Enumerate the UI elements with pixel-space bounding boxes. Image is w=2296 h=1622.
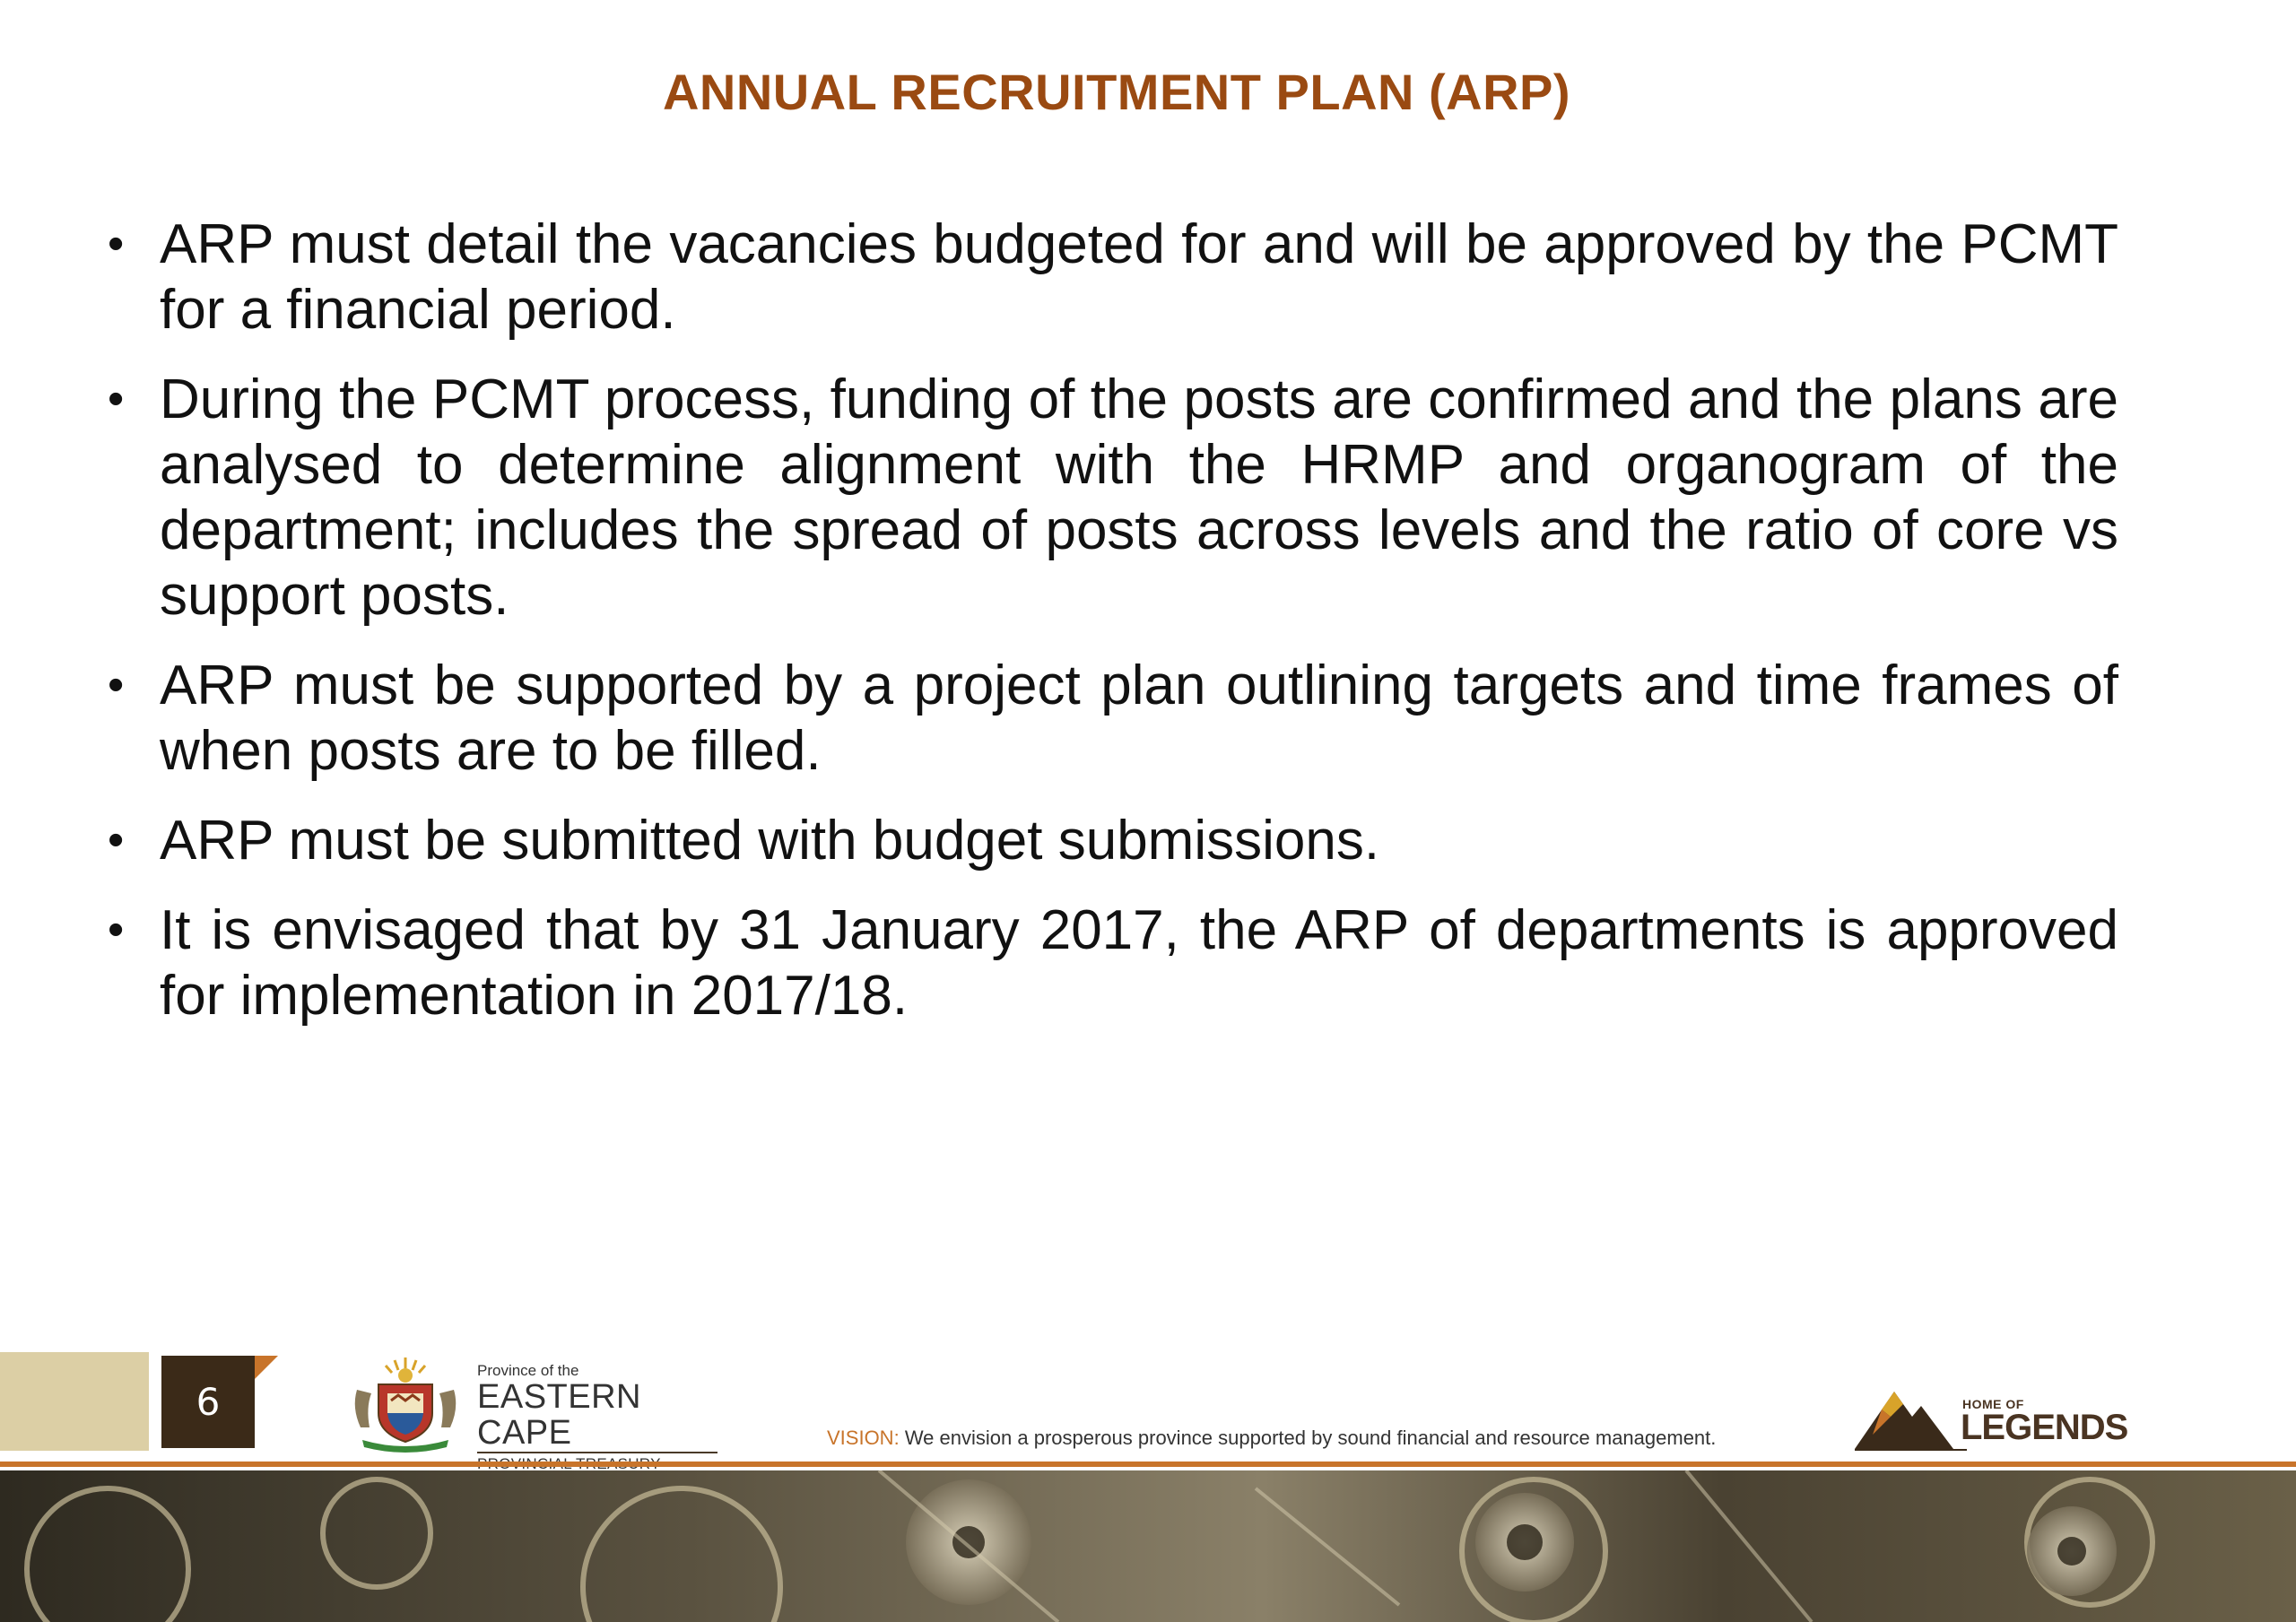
gears-banner-image [0, 1470, 2296, 1622]
bullet-item: • During the PCMT process, funding of the posts are confirmed and the plans are analysed to determine alignment with the HRMP and organogram of the department; includes the spread of posts across levels and the ratio of core vs support posts. [106, 367, 2118, 629]
vision-label: VISION: [827, 1427, 900, 1449]
footer-divider [0, 1462, 2296, 1467]
home-of-legends-logo [1855, 1381, 2142, 1453]
legends-small-text: HOME OF [1962, 1397, 2024, 1411]
vision-text: We envision a prosperous province supported by sound financial and resource management. [904, 1427, 1717, 1449]
slide-title: ANNUAL RECRUITMENT PLAN (ARP) [662, 64, 1571, 120]
bullet-item: • ARP must be submitted with budget submissions. [106, 808, 2118, 873]
bullet-list [106, 212, 2118, 1053]
bullet-item: • ARP must be supported by a project plan outlining targets and time frames of when posts are to be filled. [106, 653, 2118, 784]
eastern-cape-logo [477, 1363, 728, 1472]
bullet-item: • ARP must detail the vacancies budgeted for and will be approved by the PCMT for a financial period. [106, 212, 2118, 343]
footer-accent-block [0, 1352, 149, 1451]
page-number: 6 [161, 1356, 255, 1448]
logo-divider [477, 1452, 718, 1453]
vision-statement [827, 1427, 1716, 1450]
page-number-corner [255, 1356, 278, 1379]
legends-big-text: LEGENDS [1961, 1408, 2128, 1447]
bullet-item: • It is envisaged that by 31 January 2017, the ARP of departments is approved for implementation in 2017/18. [106, 898, 2118, 1028]
logo-eastern-cape-text: EASTERN CAPE [477, 1378, 641, 1452]
coat-of-arms-icon [344, 1354, 466, 1453]
mountain-icon [1855, 1381, 1971, 1453]
logo-province-text: Province of the [477, 1362, 579, 1379]
